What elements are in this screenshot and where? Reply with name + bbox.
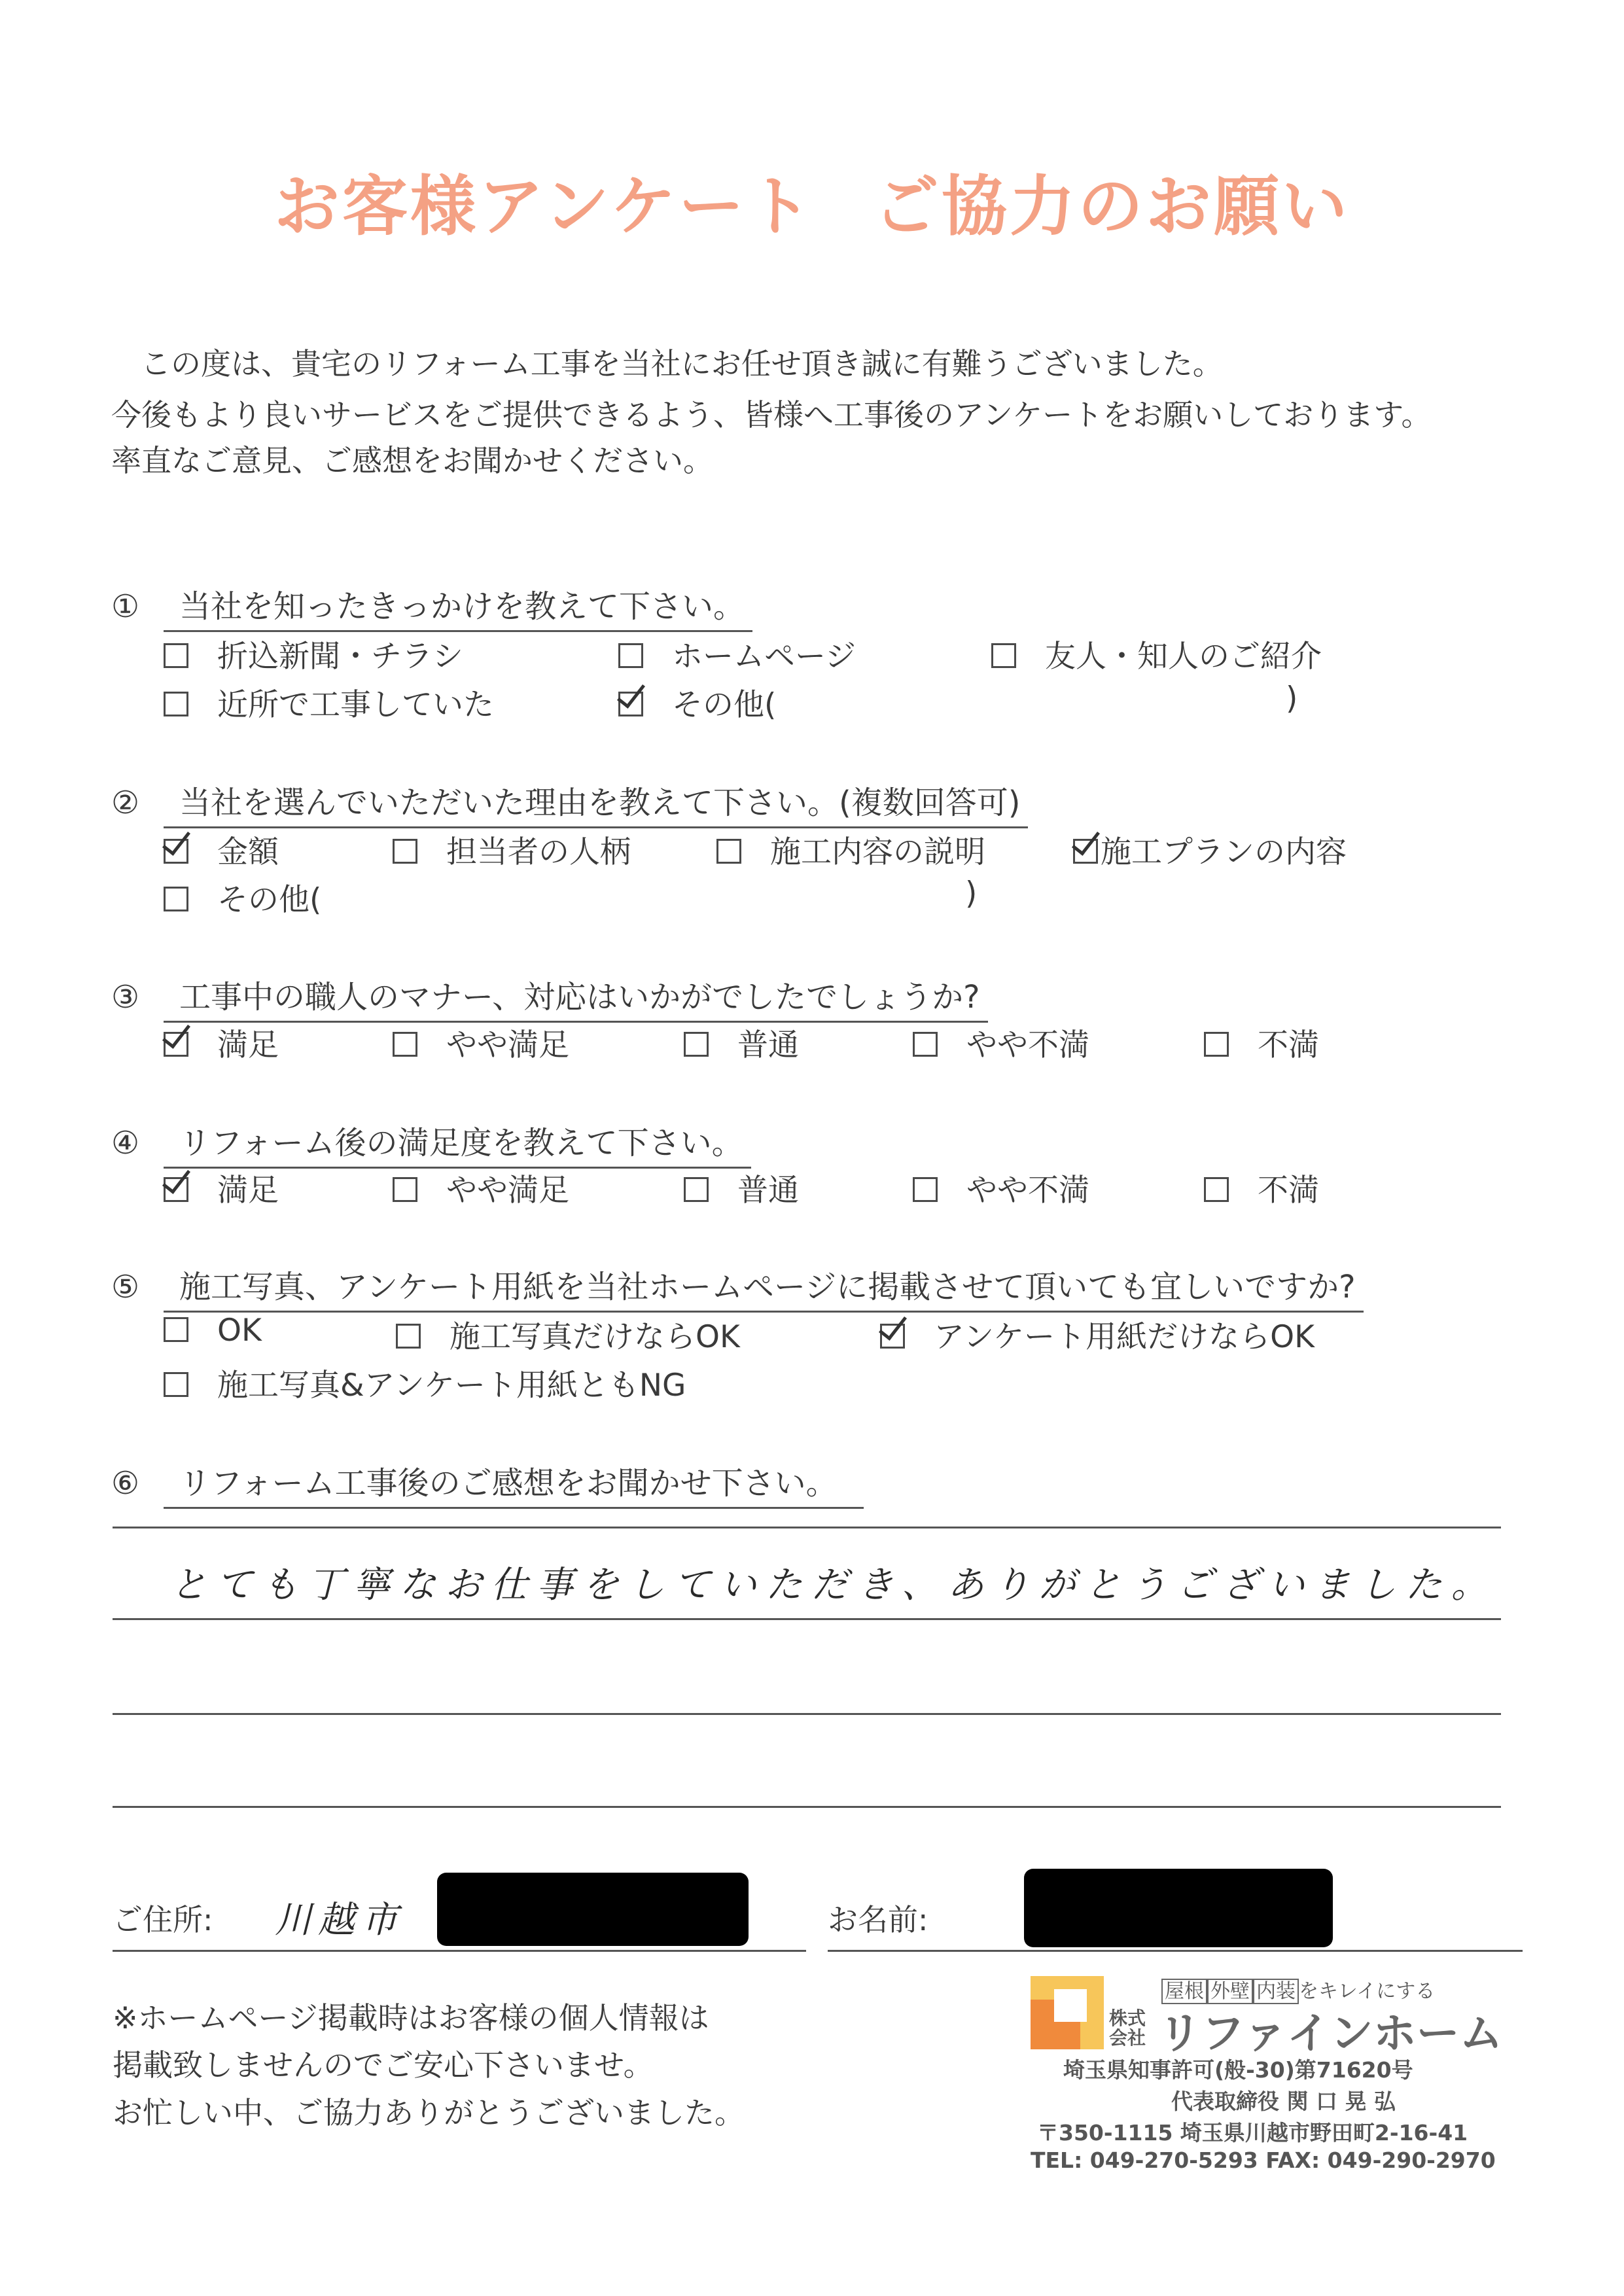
question-6 bbox=[111, 1458, 864, 1509]
intro-line-2: 今後もより良いサービスをご提供できるよう、皆様へ工事後のアンケートをお願いしております。 bbox=[111, 397, 1432, 433]
company-name: リファインホーム bbox=[1158, 2008, 1503, 2058]
q5-option-ok[interactable]: OK bbox=[164, 1313, 262, 1349]
checkbox-checked[interactable] bbox=[618, 692, 643, 716]
checkbox[interactable] bbox=[716, 839, 741, 864]
checkbox[interactable] bbox=[1204, 1177, 1229, 1202]
checkbox-checked[interactable] bbox=[164, 1177, 188, 1202]
q1-option-homepage[interactable]: ホームページ bbox=[618, 632, 856, 676]
answer-line-4 bbox=[113, 1806, 1501, 1808]
q1-option-referral[interactable]: 友人・知人のご紹介 bbox=[991, 632, 1322, 676]
checkbox[interactable] bbox=[684, 1032, 709, 1057]
question-1 bbox=[111, 581, 752, 632]
q2-option-explanation[interactable]: 施工内容の説明 bbox=[716, 828, 985, 872]
answer-line-2 bbox=[113, 1618, 1501, 1620]
question-4 bbox=[111, 1118, 751, 1169]
q1-option-chirashi[interactable]: 折込新聞・チラシ bbox=[164, 632, 463, 676]
question-number: ⑤ bbox=[111, 1269, 140, 1305]
checkbox[interactable] bbox=[393, 1032, 417, 1057]
q3-option-somewhat-dissatisfied[interactable]: やや不満 bbox=[913, 1021, 1089, 1065]
address-label: ご住所: bbox=[113, 1902, 213, 1937]
note-line-2: 掲載致しませんのでご安心下さいませ。 bbox=[113, 2047, 654, 2083]
q2-option-other[interactable]: その他( bbox=[164, 875, 321, 919]
q1-option-neighborhood[interactable]: 近所で工事していた bbox=[164, 680, 494, 724]
company-contact: TEL: 049-270-5293 FAX: 049-290-2970 bbox=[1031, 2147, 1496, 2173]
q4-option-dissatisfied[interactable]: 不満 bbox=[1204, 1166, 1319, 1210]
checkbox-checked[interactable] bbox=[880, 1324, 905, 1349]
q3-option-satisfied[interactable]: 満足 bbox=[164, 1021, 279, 1065]
intro-line-1: この度は、貴宅のリフォーム工事を当社にお任せ頂き誠に有難うございました。 bbox=[141, 346, 1223, 381]
checkbox[interactable] bbox=[164, 643, 188, 668]
q1-option-other[interactable]: その他( bbox=[618, 680, 776, 724]
name-label: お名前: bbox=[828, 1902, 928, 1937]
q4-option-normal[interactable]: 普通 bbox=[684, 1166, 799, 1210]
company-logo bbox=[1031, 1976, 1104, 2049]
checkbox[interactable] bbox=[164, 1317, 188, 1342]
q1-other-close: ) bbox=[1286, 680, 1298, 716]
question-number: ④ bbox=[111, 1125, 140, 1161]
q2-other-close: ) bbox=[965, 875, 978, 911]
redacted-address bbox=[437, 1873, 749, 1946]
intro-line-3: 率直なご意見、ご感想をお聞かせください。 bbox=[111, 443, 713, 478]
checkbox[interactable] bbox=[684, 1177, 709, 1202]
question-text: 工事中の職人のマナー、対応はいかがでしたでしょうか? bbox=[164, 972, 988, 1023]
company-address: 〒350-1115 埼玉県川越市野田町2-16-41 bbox=[1037, 2120, 1468, 2146]
question-number: ③ bbox=[111, 979, 140, 1016]
q4-option-satisfied[interactable]: 満足 bbox=[164, 1166, 279, 1210]
q5-option-photos-only[interactable]: 施工写真だけならOK bbox=[396, 1313, 740, 1356]
note-line-3: お忙しい中、ご協力ありがとうございました。 bbox=[113, 2095, 745, 2130]
question-number: ② bbox=[111, 785, 140, 821]
page-title bbox=[0, 154, 1624, 248]
company-tagline: 屋根 外壁 内装 をキレイにする bbox=[1161, 1975, 1435, 2004]
q2-option-plan[interactable]: 施工プランの内容 bbox=[1073, 828, 1347, 872]
checkbox[interactable] bbox=[618, 643, 643, 668]
checkbox[interactable] bbox=[393, 1177, 417, 1202]
checkbox-checked[interactable] bbox=[1073, 839, 1098, 864]
address-line bbox=[113, 1950, 806, 1952]
checkbox[interactable] bbox=[164, 1372, 188, 1397]
q4-option-somewhat-satisfied[interactable]: やや満足 bbox=[393, 1166, 569, 1210]
q2-option-price[interactable]: 金額 bbox=[164, 828, 279, 872]
question-3 bbox=[111, 972, 988, 1023]
note-line-1: ※ホームページ掲載時はお客様の個人情報は bbox=[113, 2000, 709, 2036]
name-line bbox=[828, 1950, 1523, 1952]
q5-option-ng[interactable]: 施工写真&アンケート用紙ともNG bbox=[164, 1361, 686, 1405]
q6-answer-handwritten: とても丁寧なお仕事をしていただき、ありがとうございました。 bbox=[170, 1564, 1497, 1606]
q5-option-survey-only[interactable]: アンケート用紙だけならOK bbox=[880, 1313, 1315, 1356]
title-right: ご協力のお願い bbox=[874, 168, 1350, 245]
checkbox[interactable] bbox=[913, 1032, 938, 1057]
q3-option-normal[interactable]: 普通 bbox=[684, 1021, 799, 1065]
address-value: 川越市 bbox=[275, 1899, 404, 1941]
q2-option-staff[interactable]: 担当者の人柄 bbox=[393, 828, 631, 872]
checkbox[interactable] bbox=[991, 643, 1016, 668]
company-representative: 代表取締役 関 口 晃 弘 bbox=[1171, 2089, 1396, 2114]
checkbox[interactable] bbox=[396, 1324, 421, 1349]
answer-line-1 bbox=[113, 1527, 1501, 1528]
q3-option-dissatisfied[interactable]: 不満 bbox=[1204, 1021, 1319, 1065]
checkbox[interactable] bbox=[913, 1177, 938, 1202]
question-text: 施工写真、アンケート用紙を当社ホームページに掲載させて頂いても宜しいですか? bbox=[164, 1262, 1364, 1313]
question-text: リフォーム後の満足度を教えて下さい。 bbox=[164, 1118, 751, 1169]
company-license: 埼玉県知事許可(般-30)第71620号 bbox=[1063, 2057, 1413, 2083]
question-text: 当社を知ったきっかけを教えて下さい。 bbox=[164, 581, 752, 632]
checkbox[interactable] bbox=[164, 887, 188, 911]
checkbox[interactable] bbox=[164, 692, 188, 716]
checkbox-checked[interactable] bbox=[164, 839, 188, 864]
title-left: お客様アンケート bbox=[274, 168, 815, 245]
question-text: 当社を選んでいただいた理由を教えて下さい。(複数回答可) bbox=[164, 777, 1028, 828]
company-corp-type: 株式会社 bbox=[1109, 2007, 1146, 2049]
checkbox-checked[interactable] bbox=[164, 1032, 188, 1057]
question-number: ① bbox=[111, 588, 140, 625]
question-number: ⑥ bbox=[111, 1465, 140, 1502]
q3-option-somewhat-satisfied[interactable]: やや満足 bbox=[393, 1021, 569, 1065]
q4-option-somewhat-dissatisfied[interactable]: やや不満 bbox=[913, 1166, 1089, 1210]
question-text: リフォーム工事後のご感想をお聞かせ下さい。 bbox=[164, 1458, 864, 1509]
question-5 bbox=[111, 1262, 1364, 1313]
question-2 bbox=[111, 777, 1028, 828]
redacted-name bbox=[1024, 1869, 1333, 1947]
checkbox[interactable] bbox=[393, 839, 417, 864]
answer-line-3 bbox=[113, 1713, 1501, 1715]
checkbox[interactable] bbox=[1204, 1032, 1229, 1057]
